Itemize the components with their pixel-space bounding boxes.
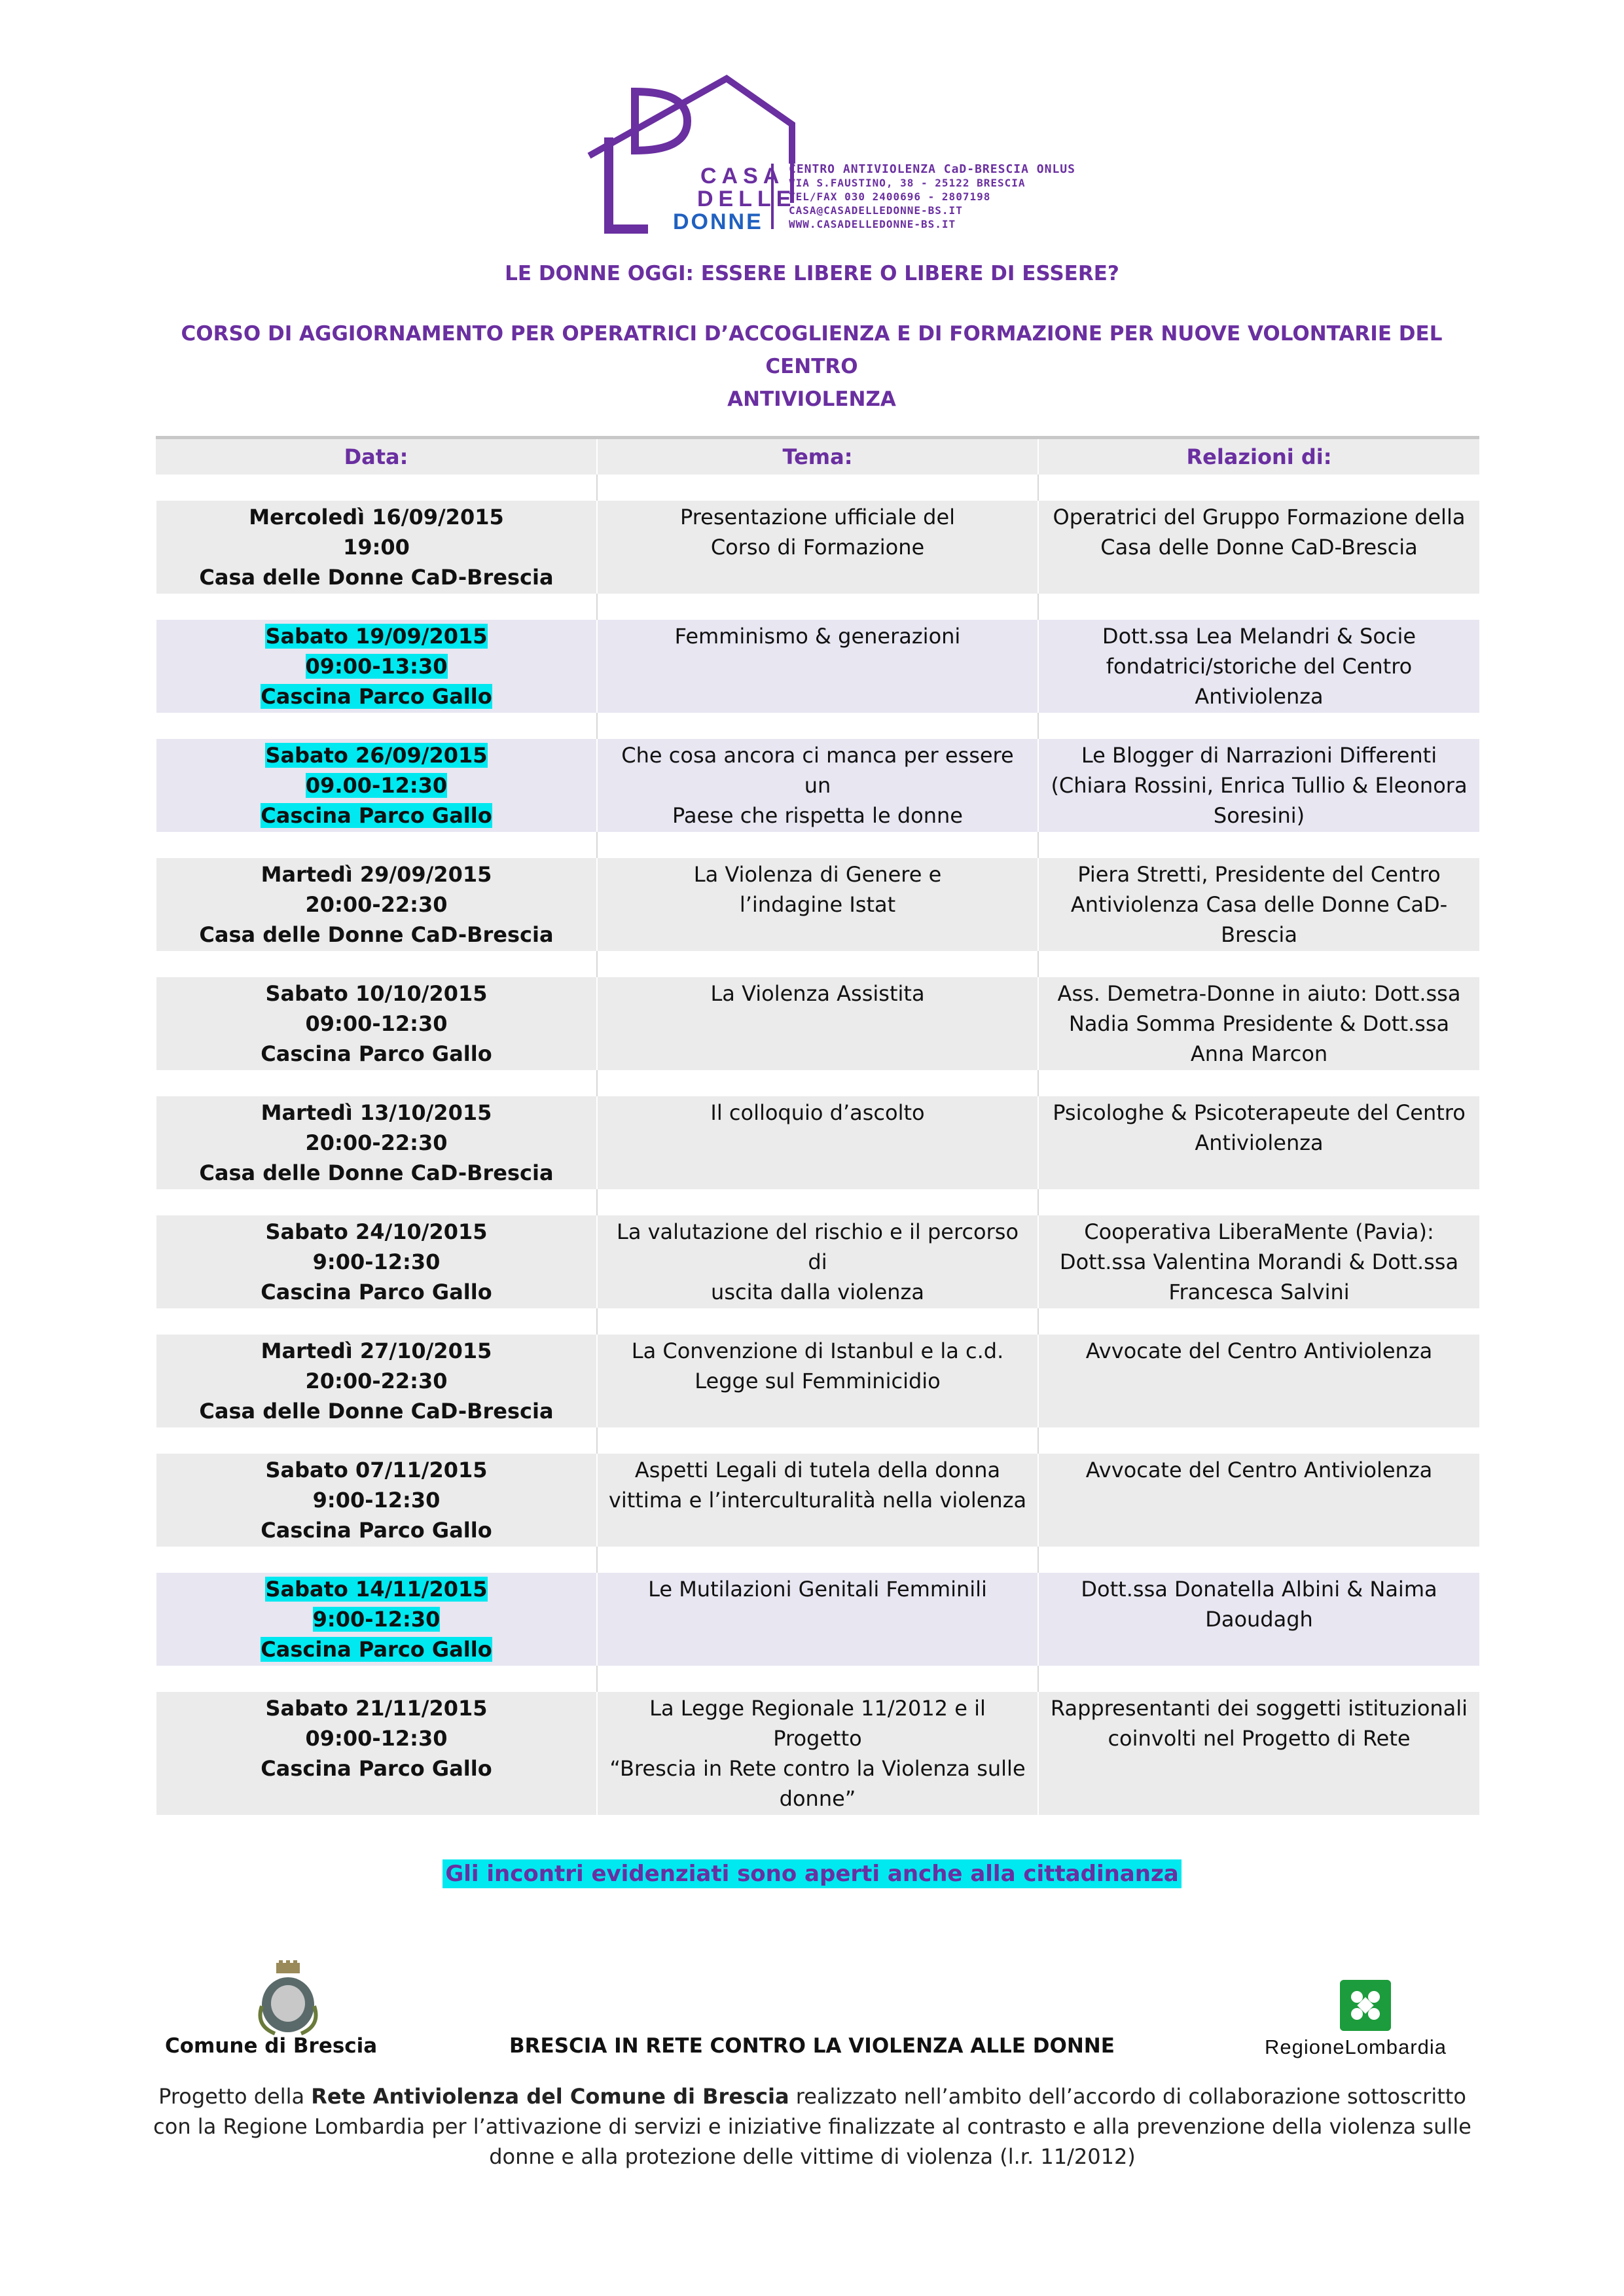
date-cell-line: Sabato 14/11/2015 [265,1577,488,1602]
table-row [156,858,1479,951]
tema-cell-line-wrap [608,1366,1027,1396]
tema-cell [597,739,1038,832]
spacer-cell [1038,1666,1479,1692]
spacer-cell [156,951,597,977]
spacer-cell [1038,1189,1479,1215]
relazioni-cell-line-wrap [1049,651,1469,681]
spacer-cell [1038,1070,1479,1096]
date-cell-line: Casa delle Donne CaD-Brescia [199,1399,554,1424]
spacer-cell [156,1666,597,1692]
tema-cell-line: l’indagine Istat [739,892,896,917]
date-cell-line: 9:00-12:30 [312,1249,441,1274]
logo-word-donne: DONNE [673,209,763,234]
relazioni-cell-line: Psicologhe & Psicoterapeute del Centro [1053,1100,1466,1125]
relazioni-cell-line: Antiviolenza [1195,1130,1324,1155]
date-cell [156,1335,597,1427]
relazioni-cell-line: (Chiara Rossini, Enrica Tullio & Eleonora [1051,773,1468,798]
relazioni-cell [1038,620,1479,713]
relazioni-cell-line-wrap [1049,1455,1469,1485]
date-cell-line-wrap [167,502,586,532]
spacer-cell [1038,1547,1479,1573]
regione-lombardia-logo-icon [1340,1980,1391,2031]
tema-cell-line: Femminismo & generazioni [674,624,961,649]
spacer-cell [156,594,597,620]
spacer-row [156,594,1479,620]
relazioni-cell-line-wrap [1049,889,1469,920]
relazioni-cell-line: Brescia [1221,922,1297,947]
date-cell-line: Martedì 27/10/2015 [261,1338,492,1363]
tema-cell-line-wrap [608,1217,1027,1277]
date-cell-line-wrap [167,532,586,562]
relazioni-cell-line-wrap [1049,1247,1469,1277]
tema-cell [597,858,1038,951]
date-cell-line-wrap [167,1039,586,1069]
schedule-body [156,475,1479,1815]
spacer-cell [1038,713,1479,739]
date-cell-line: Cascina Parco Gallo [261,1756,492,1781]
relazioni-cell-line-wrap [1049,1128,1469,1158]
date-cell-line: Sabato 07/11/2015 [265,1458,488,1482]
logo-contact-info [789,162,1075,231]
spacer-cell [156,1308,597,1335]
tema-cell-line: La Convenzione di Istanbul e la c.d. [631,1338,1004,1363]
table-row [156,501,1479,594]
logo-info-line: CASA@CASADELLEDONNE-BS.IT [789,204,963,217]
spacer-row [156,1547,1479,1573]
logo-info-line: CENTRO ANTIVIOLENZA CaD-BRESCIA ONLUS [789,162,1075,176]
date-cell-line-wrap [167,1753,586,1784]
relazioni-cell-line-wrap [1049,532,1469,562]
date-cell-line: Cascina Parco Gallo [261,803,492,828]
date-cell-line: Sabato 10/10/2015 [265,981,488,1006]
relazioni-cell-line: Cooperativa LiberaMente (Pavia): [1084,1219,1434,1244]
spacer-row [156,1070,1479,1096]
spacer-cell [1038,1308,1479,1335]
tema-cell-line-wrap [608,978,1027,1009]
spacer-cell [1038,832,1479,858]
date-cell-line: Cascina Parco Gallo [261,1637,492,1662]
footer-para-c: realizzato nell’ambito dell’accordo di collaborazione sottoscritto con la Regione Lombardia per l’attivazione di servizi e iniziative finalizzate al contrasto e alla prevenzione della violenza sulle donne e alla protezione delle vittime di violenza (l.r. 11/2012) [153,2084,1471,2169]
logo-word-casa: CASA [700,164,785,188]
spacer-cell [156,713,597,739]
date-cell-line: Sabato 24/10/2015 [265,1219,488,1244]
relazioni-cell-line: Francesca Salvini [1168,1280,1350,1304]
spacer-cell [1038,951,1479,977]
spacer-row [156,475,1479,501]
spacer-cell [597,1070,1038,1096]
relazioni-cell-line-wrap [1049,1604,1469,1634]
date-cell [156,1096,597,1189]
subtitle-line: ANTIVIOLENZA [727,387,896,411]
tema-cell [597,1096,1038,1189]
relazioni-cell-line: Anna Marcon [1190,1041,1328,1066]
date-cell-line-wrap [167,800,586,831]
relazioni-cell-line-wrap [1049,621,1469,651]
relazioni-cell-line: Ass. Demetra-Donne in aiuto: Dott.ssa [1057,981,1461,1006]
spacer-cell [156,1189,597,1215]
date-cell [156,1573,597,1666]
table-row [156,1454,1479,1547]
relazioni-cell [1038,1335,1479,1427]
relazioni-cell-line-wrap [1049,1693,1469,1723]
tema-cell-line: vittima e l’interculturalità nella violenza [608,1488,1027,1513]
relazioni-cell [1038,1096,1479,1189]
date-cell-line: Cascina Parco Gallo [261,684,492,709]
spacer-row [156,713,1479,739]
date-cell-line-wrap [167,1396,586,1426]
date-cell [156,1215,597,1308]
regione-lombardia-label [1265,2036,1447,2059]
subtitle-line: CORSO DI AGGIORNAMENTO PER OPERATRICI D’ACCOGLIENZA E DI FORMAZIONE PER NUOVE VOLONTARIE DEL CENTRO [181,322,1443,378]
date-cell-line-wrap [167,1277,586,1307]
date-cell-line: Casa delle Donne CaD-Brescia [199,565,554,590]
relazioni-cell-line: coinvolti nel Progetto di Rete [1108,1726,1411,1751]
tema-cell-line: Le Mutilazioni Genitali Femminili [648,1577,987,1602]
relazioni-cell-line: Daoudagh [1205,1607,1313,1632]
date-cell-line: 9:00-12:30 [312,1607,441,1632]
date-cell-line-wrap [167,1693,586,1723]
date-cell-line: 09.00-12:30 [305,773,448,798]
relazioni-cell-line: Nadia Somma Presidente & Dott.ssa [1068,1011,1450,1036]
spacer-row [156,1427,1479,1454]
logo-info-line: WWW.CASADELLEDONNE-BS.IT [789,218,956,230]
relazioni-cell-line-wrap [1049,1336,1469,1366]
tema-cell [597,1335,1038,1427]
tema-cell [597,1215,1038,1308]
spacer-cell [156,1427,597,1454]
relazioni-cell [1038,977,1479,1070]
relazioni-cell-line-wrap [1049,920,1469,950]
logo-word-delle: DELLE [697,187,797,211]
relazioni-cell [1038,1454,1479,1547]
date-cell-line-wrap [167,1634,586,1664]
relazioni-cell-line-wrap [1049,740,1469,770]
date-cell-line: Cascina Parco Gallo [261,1041,492,1066]
spacer-cell [597,1189,1038,1215]
date-cell-line-wrap [167,1604,586,1634]
date-cell-line-wrap [167,740,586,770]
spacer-cell [597,475,1038,501]
spacer-row [156,951,1479,977]
date-cell-line-wrap [167,681,586,711]
relazioni-cell [1038,501,1479,594]
date-cell-line-wrap [167,920,586,950]
date-cell-line-wrap [167,859,586,889]
date-cell-line: Sabato 26/09/2015 [265,743,488,768]
comune-label: Comune di Brescia [165,2034,378,2058]
tema-cell-line: Presentazione ufficiale del [679,505,956,529]
tema-cell [597,1454,1038,1547]
date-cell-line-wrap [167,1366,586,1396]
regione-label-a: Regione [1265,2036,1345,2058]
spacer-cell [597,1666,1038,1692]
tema-cell-line-wrap [608,532,1027,562]
spacer-cell [156,475,597,501]
spacer-cell [156,832,597,858]
table-row [156,1573,1479,1666]
date-cell-line-wrap [167,562,586,592]
relazioni-cell-line: Casa delle Donne CaD-Brescia [1100,535,1418,560]
relazioni-cell-line: Le Blogger di Narrazioni Differenti [1081,743,1437,768]
tema-cell-line: donne” [779,1786,856,1811]
date-cell [156,858,597,951]
relazioni-cell-line-wrap [1049,1574,1469,1604]
highlight-note-text: Gli incontri evidenziati sono aperti anche alla cittadinanza [442,1859,1181,1888]
tema-cell-line: La Legge Regionale 11/2012 e il Progetto [649,1696,986,1751]
tema-cell-line: uscita dalla violenza [711,1280,924,1304]
tema-cell-line-wrap [608,859,1027,889]
spacer-row [156,832,1479,858]
relazioni-cell-line: Dott.ssa Valentina Morandi & Dott.ssa [1059,1249,1459,1274]
spacer-cell [597,1427,1038,1454]
relazioni-cell-line: Avvocate del Centro Antiviolenza [1085,1338,1433,1363]
spacer-cell [597,1308,1038,1335]
relazioni-cell-line-wrap [1049,1098,1469,1128]
date-cell-line: Martedì 13/10/2015 [261,1100,492,1125]
relazioni-cell [1038,1692,1479,1815]
date-cell-line: 9:00-12:30 [312,1488,441,1513]
relazioni-cell-line: Soresini) [1213,803,1305,828]
date-cell [156,501,597,594]
spacer-cell [156,1547,597,1573]
date-cell [156,739,597,832]
table-row [156,620,1479,713]
tema-cell-line-wrap [608,740,1027,800]
date-cell-line-wrap [167,978,586,1009]
tema-cell-line-wrap [608,889,1027,920]
tema-cell-line: La Violenza Assistita [710,981,925,1006]
tema-cell-line: “Brescia in Rete contro la Violenza sulle [609,1756,1026,1781]
date-cell-line-wrap [167,1128,586,1158]
spacer-cell [1038,1427,1479,1454]
table-row [156,1096,1479,1189]
date-cell-line-wrap [167,889,586,920]
document-subtitle [157,317,1466,416]
tema-cell-line-wrap [608,1336,1027,1366]
date-cell-line-wrap [167,1247,586,1277]
date-cell-line-wrap [167,1217,586,1247]
relazioni-cell [1038,858,1479,951]
tema-cell-line-wrap [608,1784,1027,1814]
table-row [156,1692,1479,1815]
tema-cell-line: Legge sul Femminicidio [695,1369,941,1393]
spacer-cell [597,832,1038,858]
table-row [156,977,1479,1070]
date-cell-line: Sabato 19/09/2015 [265,624,488,649]
relazioni-cell-line-wrap [1049,859,1469,889]
relazioni-cell-line: Avvocate del Centro Antiviolenza [1085,1458,1433,1482]
relazioni-cell-line: Piera Stretti, Presidente del Centro [1077,862,1441,887]
table-row [156,739,1479,832]
spacer-cell [597,594,1038,620]
tema-cell-line-wrap [608,1485,1027,1515]
relazioni-cell-line-wrap [1049,1277,1469,1307]
tema-cell [597,1573,1038,1666]
date-cell-line: 20:00-22:30 [305,892,448,917]
relazioni-cell-line: Dott.ssa Donatella Albini & Naima [1081,1577,1437,1602]
date-cell-line-wrap [167,1098,586,1128]
date-cell-line: Casa delle Donne CaD-Brescia [199,1160,554,1185]
date-cell-line-wrap [167,1723,586,1753]
date-cell-line-wrap [167,1455,586,1485]
tema-cell-line-wrap [608,1455,1027,1485]
date-cell-line-wrap [167,1485,586,1515]
date-cell-line-wrap [167,1009,586,1039]
tema-cell-line-wrap [608,502,1027,532]
relazioni-cell-line: Antiviolenza [1195,684,1324,709]
date-cell-line: 09:00-12:30 [305,1011,448,1036]
spacer-row [156,1189,1479,1215]
date-cell-line-wrap [167,1515,586,1545]
relazioni-cell-line-wrap [1049,1039,1469,1069]
header-tema: Tema: [597,438,1038,475]
date-cell-line: Mercoledì 16/09/2015 [249,505,504,529]
date-cell-line-wrap [167,1158,586,1188]
spacer-row [156,1308,1479,1335]
date-cell-line: Cascina Parco Gallo [261,1518,492,1543]
relazioni-cell [1038,1215,1479,1308]
date-cell [156,620,597,713]
date-cell [156,1692,597,1815]
header-data: Data: [156,438,597,475]
relazioni-cell-line-wrap [1049,1009,1469,1039]
date-cell-line: Martedì 29/09/2015 [261,862,492,887]
date-cell-line-wrap [167,1336,586,1366]
comune-di-brescia-seal-icon [249,1960,327,2039]
relazioni-cell-line-wrap [1049,681,1469,711]
logo-info-line: TEL/FAX 030 2400696 - 2807198 [789,190,991,203]
date-cell-line-wrap [167,621,586,651]
date-cell-line: 20:00-22:30 [305,1130,448,1155]
tema-cell-line: Paese che rispetta le donne [672,803,963,828]
schedule-table [155,436,1479,1815]
relazioni-cell-line-wrap [1049,770,1469,800]
relazioni-cell-line: Operatrici del Gruppo Formazione della [1053,505,1466,529]
logo-info-line: VIA S.FAUSTINO, 38 - 25122 BRESCIA [789,177,1026,189]
date-cell-line-wrap [167,770,586,800]
relazioni-cell-line: Dott.ssa Lea Melandri & Socie [1102,624,1416,649]
date-cell [156,1454,597,1547]
date-cell-line-wrap [167,651,586,681]
relazioni-cell-line: Antiviolenza Casa delle Donne CaD- [1070,892,1448,917]
regione-label-b: Lombardia [1344,2036,1447,2058]
date-cell-line: Sabato 21/11/2015 [265,1696,488,1721]
spacer-cell [1038,594,1479,620]
tema-cell-line-wrap [608,621,1027,651]
table-header-row [156,438,1479,475]
tema-cell-line: Aspetti Legali di tutela della donna [634,1458,1001,1482]
tema-cell-line-wrap [608,800,1027,831]
tema-cell [597,977,1038,1070]
relazioni-cell-line-wrap [1049,1723,1469,1753]
footer-paragraph [151,2081,1474,2172]
relazioni-cell [1038,1573,1479,1666]
spacer-cell [597,951,1038,977]
document-title: LE DONNE OGGI: ESSERE LIBERE O LIBERE DI ESSERE? [505,262,1119,285]
spacer-cell [597,1547,1038,1573]
tema-cell [597,1692,1038,1815]
date-cell-line-wrap [167,1574,586,1604]
tema-cell-line: La valutazione del rischio e il percorso di [616,1219,1019,1274]
relazioni-cell-line-wrap [1049,502,1469,532]
footer-para-bold: Rete Antiviolenza del Comune di Brescia [311,2084,789,2109]
relazioni-cell-line-wrap [1049,800,1469,831]
tema-cell-line: La Violenza di Genere e [693,862,942,887]
tema-cell [597,620,1038,713]
relazioni-cell [1038,739,1479,832]
tema-cell-line-wrap [608,1693,1027,1753]
spacer-row [156,1666,1479,1692]
date-cell-line: Cascina Parco Gallo [261,1280,492,1304]
relazioni-cell-line-wrap [1049,1217,1469,1247]
tema-cell-line-wrap [608,1753,1027,1784]
tema-cell-line: Che cosa ancora ci manca per essere un [621,743,1014,798]
tema-cell-line: Il colloquio d’ascolto [710,1100,925,1125]
highlight-note [0,1861,1624,1887]
spacer-cell [597,713,1038,739]
table-row [156,1215,1479,1308]
tema-cell-line: Corso di Formazione [710,535,925,560]
date-cell-line: Casa delle Donne CaD-Brescia [199,922,554,947]
spacer-cell [1038,475,1479,501]
relazioni-cell-line-wrap [1049,978,1469,1009]
relazioni-cell-line: Rappresentanti dei soggetti istituzionali [1050,1696,1468,1721]
table-row [156,1335,1479,1427]
date-cell-line: 19:00 [343,535,410,560]
spacer-cell [156,1070,597,1096]
relazioni-cell-line: fondatrici/storiche del Centro [1106,654,1413,679]
footer-para-a: Progetto della [158,2084,312,2109]
tema-cell [597,501,1038,594]
header-relazioni: Relazioni di: [1038,438,1479,475]
tema-cell-line-wrap [608,1574,1027,1604]
date-cell-line: 09:00-12:30 [305,1726,448,1751]
tema-cell-line-wrap [608,1098,1027,1128]
date-cell-line: 20:00-22:30 [305,1369,448,1393]
date-cell [156,977,597,1070]
tema-cell-line-wrap [608,1277,1027,1307]
rete-label: BRESCIA IN RETE CONTRO LA VIOLENZA ALLE DONNE [509,2034,1115,2058]
date-cell-line: 09:00-13:30 [305,654,448,679]
